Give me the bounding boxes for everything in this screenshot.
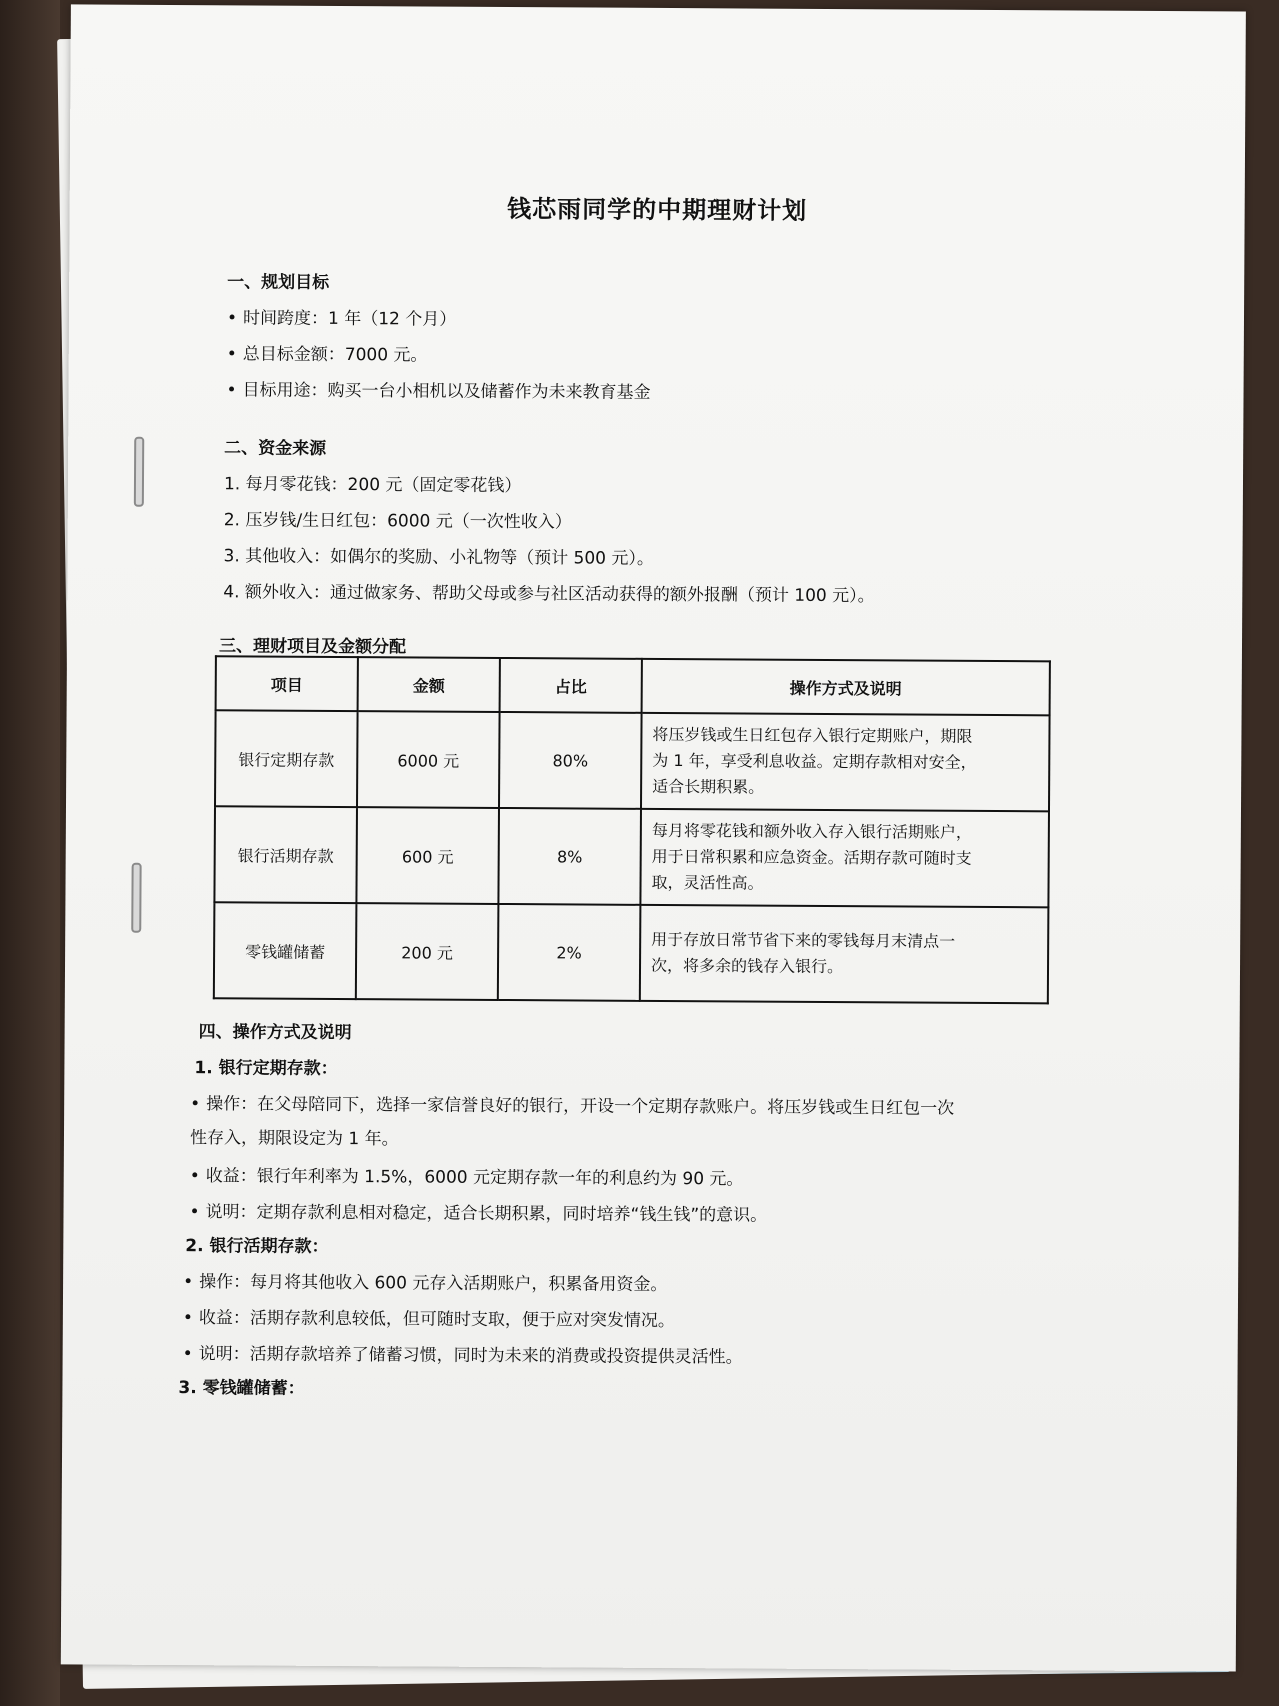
desc-line: 为 1 年，享受利息收益。定期存款相对安全， <box>652 750 977 772</box>
section4-heading: 四、操作方式及说明 <box>198 1022 352 1044</box>
desc-line: 取，灵活性高。 <box>651 872 764 893</box>
table-cell-desc <box>641 713 1050 811</box>
table-header-row <box>216 656 1050 715</box>
table-header: 占比 <box>500 658 642 713</box>
sub2-note: • 说明：活期存款培养了储蓄习惯，同时为未来的消费或投资提供灵活性。 <box>183 1339 743 1367</box>
desc-line: 用于存放日常节省下来的零钱每月末清点一 <box>651 929 956 951</box>
table-cell-ratio: 80% <box>499 712 642 809</box>
staple-icon <box>134 437 144 507</box>
sub1-operation-cont: 性存入，期限设定为 1 年。 <box>189 1128 399 1150</box>
staple-icon <box>131 863 141 933</box>
section1-item: • 时间跨度：1 年（12 个月） <box>227 303 456 329</box>
section2-item: 2. 压岁钱/生日红包：6000 元（一次性收入） <box>223 510 572 533</box>
table-row <box>214 806 1049 907</box>
desk-surface <box>0 0 60 1706</box>
table-cell-desc <box>640 905 1049 1003</box>
section1-item: • 目标用途：购买一台小相机以及储蓄作为未来教育基金 <box>226 375 650 403</box>
section2-heading: 二、资金来源 <box>224 438 327 459</box>
section3-heading: 三、理财项目及金额分配 <box>218 636 407 658</box>
desc-line: 每月将零花钱和额外收入存入银行活期账户， <box>651 820 972 842</box>
table-row <box>215 710 1050 811</box>
table-cell-item: 银行活期存款 <box>214 806 357 903</box>
table-cell-amount: 6000 元 <box>357 711 500 808</box>
sub2-title: 2. 银行活期存款： <box>185 1236 329 1257</box>
desc-line: 适合长期积累。 <box>652 776 765 797</box>
section2-item: 3. 其他收入：如偶尔的奖励、小礼物等（预计 500 元）。 <box>223 546 654 569</box>
sub1-gain: • 收益：银行年利率为 1.5%，6000 元定期存款一年的利息约为 90 元。 <box>190 1161 744 1189</box>
document-page <box>61 4 1246 1671</box>
sub2-operation: • 操作：每月将其他收入 600 元存入活期账户，积累备用资金。 <box>183 1267 667 1295</box>
page-title: 钱芯雨同学的中期理财计划 <box>507 195 808 225</box>
section2-item: 1. 每月零花钱：200 元（固定零花钱） <box>223 474 522 497</box>
table-header: 操作方式及说明 <box>642 659 1050 715</box>
table-cell-amount: 600 元 <box>356 807 499 904</box>
allocation-table <box>213 655 1051 1004</box>
desc-line: 将压岁钱或生日红包存入银行定期账户，期限 <box>652 724 973 746</box>
desc-line: 次，将多余的钱存入银行。 <box>650 955 844 977</box>
sub3-title: 3. 零钱罐储蓄： <box>178 1378 305 1399</box>
table-header: 项目 <box>216 656 358 711</box>
sub2-gain: • 收益：活期存款利息较低，但可随时支取，便于应对突发情况。 <box>183 1303 675 1331</box>
desc-line: 用于日常积累和应急资金。活期存款可随时支 <box>651 846 972 868</box>
table-cell-ratio: 8% <box>498 808 641 905</box>
sub1-note: • 说明：定期存款利息相对稳定，适合长期积累，同时培养“钱生钱”的意识。 <box>189 1197 767 1226</box>
table-header: 金额 <box>358 657 500 712</box>
table-cell-item: 银行定期存款 <box>215 710 358 807</box>
table-row <box>214 902 1049 1003</box>
table-cell-desc <box>640 809 1049 907</box>
section2-item: 4. 额外收入：通过做家务、帮助父母或参与社区活动获得的额外报酬（预计 100 元）。 <box>223 582 875 607</box>
table-cell-item: 零钱罐储蓄 <box>214 902 357 999</box>
section1-heading: 一、规划目标 <box>227 272 330 293</box>
table-cell-amount: 200 元 <box>356 903 499 1000</box>
sub1-title: 1. 银行定期存款： <box>194 1058 338 1079</box>
section1-item: • 总目标金额：7000 元。 <box>227 339 428 365</box>
sub1-operation: • 操作：在父母陪同下，选择一家信誉良好的银行，开设一个定期存款账户。将压岁钱或生日红包一次 <box>190 1089 954 1119</box>
table-cell-ratio: 2% <box>498 904 641 1001</box>
